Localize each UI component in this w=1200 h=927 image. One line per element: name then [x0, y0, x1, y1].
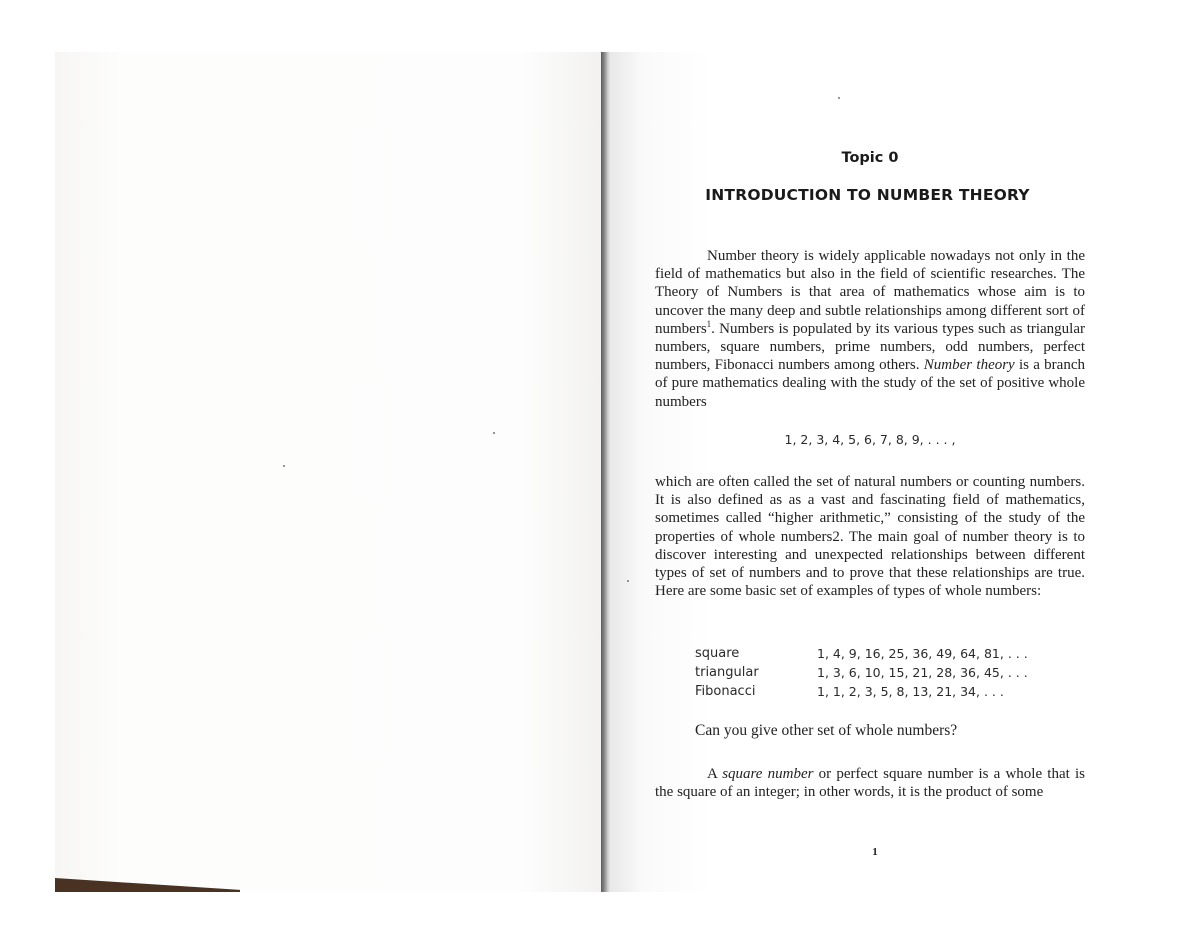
left-page [55, 52, 605, 892]
example-values: 1, 1, 2, 3, 5, 8, 13, 21, 34, . . . [817, 684, 1004, 699]
example-values: 1, 4, 9, 16, 25, 36, 49, 64, 81, . . . [817, 646, 1028, 661]
question-text: Can you give other set of whole numbers? [695, 722, 958, 739]
paragraph-intro [655, 247, 1085, 411]
footnote-marker: 1 [706, 318, 712, 329]
paragraph-text: . Numbers is populated by its various types such as triangular numbers, square numbers, prime numbers, odd numbers, perfect numbers, Fibonacci numbers among others. [655, 320, 1085, 374]
paragraph-text: Number theory is widely applicable nowadays not only in the field of mathematics but also in the field of scientific researches. The Theory of Numbers is that area of mathematics whose aim is to uncover the many deep and subtle relationships among different sort of numbers [655, 248, 1085, 337]
topic-label: Topic 0 [841, 150, 899, 166]
paragraph-text: is a branch of pure mathematics dealing with the study of the set of positive whole numbers [655, 357, 1085, 410]
chapter-title: INTRODUCTION TO NUMBER THEORY [705, 186, 1030, 204]
speck [838, 97, 840, 99]
paragraph-text: or perfect square number is a whole that is the square of an integer; in other words, it is the product of some [655, 766, 1085, 801]
example-row [695, 684, 1028, 703]
page-number: 1 [872, 846, 878, 858]
examples-list [695, 646, 1028, 703]
speck [493, 432, 495, 434]
paragraph-square-number [655, 765, 1085, 801]
example-row [695, 665, 1028, 684]
example-values: 1, 3, 6, 10, 15, 21, 28, 36, 45, . . . [817, 665, 1028, 680]
speck [627, 580, 629, 582]
example-row [695, 646, 1028, 665]
emphasis-term: Number theory [923, 357, 1015, 374]
emphasis-term: square number [722, 766, 814, 782]
example-name: triangular [695, 665, 759, 680]
natural-number-sequence: 1, 2, 3, 4, 5, 6, 7, 8, 9, . . . , [784, 432, 956, 447]
book-spine [601, 52, 611, 892]
speck [283, 465, 285, 467]
example-name: Fibonacci [695, 684, 756, 699]
paragraph-definition: which are often called the set of natural numbers or counting numbers. It is also defined as as a vast and fascinating field of mathematics, sometimes called “higher arithmetic,” consisting of the study of the properties of whole numbers2. The main goal of number theory is to discover interesting and unexpected relationships between different types of set of numbers and to prove that these relationships are true. Here are some basic set of examples of types of whole numbers: [655, 474, 1085, 600]
paragraph-text: A [707, 766, 723, 782]
example-name: square [695, 646, 740, 661]
